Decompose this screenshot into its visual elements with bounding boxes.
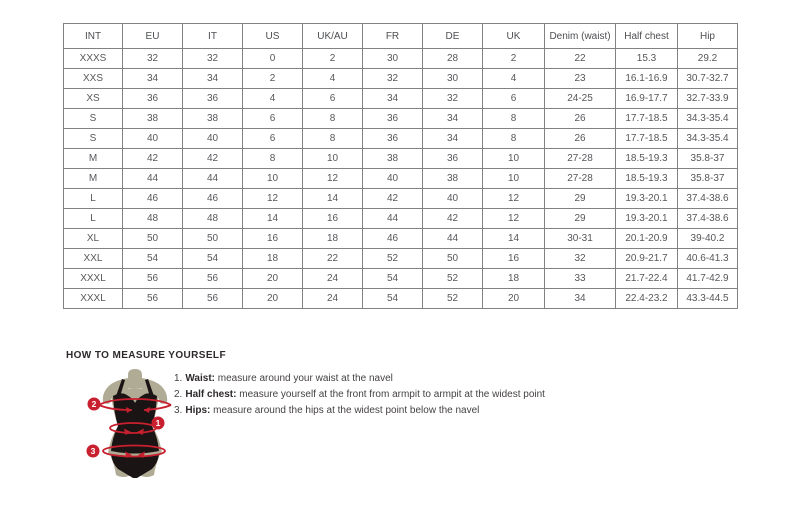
cell-half-chest: 16.1-16.9 [616, 69, 678, 89]
measure-section-title: HOW TO MEASURE YOURSELF [66, 350, 226, 361]
cell-int: M [64, 149, 123, 169]
cell-uk-au: 4 [303, 69, 363, 89]
cell-uk: 18 [483, 269, 545, 289]
cell-us: 16 [243, 229, 303, 249]
measure-instruction-item [174, 403, 545, 419]
col-header-de: DE [423, 24, 483, 49]
cell-fr: 42 [363, 189, 423, 209]
table-row [64, 189, 738, 209]
cell-us: 18 [243, 249, 303, 269]
cell-half-chest: 18.5-19.3 [616, 169, 678, 189]
cell-us: 8 [243, 149, 303, 169]
cell-uk-au: 24 [303, 289, 363, 309]
cell-uk: 12 [483, 209, 545, 229]
cell-fr: 38 [363, 149, 423, 169]
cell-it: 38 [183, 109, 243, 129]
cell-eu: 32 [123, 49, 183, 69]
cell-int: XXS [64, 69, 123, 89]
cell-de: 36 [423, 149, 483, 169]
cell-int: M [64, 169, 123, 189]
cell-de: 50 [423, 249, 483, 269]
cell-uk: 6 [483, 89, 545, 109]
cell-uk-au: 16 [303, 209, 363, 229]
cell-denim: 33 [545, 269, 616, 289]
cell-uk: 20 [483, 289, 545, 309]
instruction-term: Half chest: [185, 389, 237, 401]
table-row [64, 89, 738, 109]
cell-de: 52 [423, 289, 483, 309]
cell-eu: 50 [123, 229, 183, 249]
size-table [63, 23, 738, 309]
cell-fr: 36 [363, 129, 423, 149]
col-header-hip: Hip [678, 24, 738, 49]
cell-fr: 32 [363, 69, 423, 89]
cell-denim: 26 [545, 129, 616, 149]
col-header-half-chest: Half chest [616, 24, 678, 49]
cell-denim: 23 [545, 69, 616, 89]
cell-de: 32 [423, 89, 483, 109]
cell-uk-au: 10 [303, 149, 363, 169]
cell-eu: 38 [123, 109, 183, 129]
cell-it: 42 [183, 149, 243, 169]
table-header-row [64, 24, 738, 49]
cell-denim: 24-25 [545, 89, 616, 109]
cell-de: 40 [423, 189, 483, 209]
cell-it: 36 [183, 89, 243, 109]
cell-half-chest: 20.1-20.9 [616, 229, 678, 249]
col-header-eu: EU [123, 24, 183, 49]
cell-denim: 26 [545, 109, 616, 129]
cell-eu: 44 [123, 169, 183, 189]
cell-hip: 34.3-35.4 [678, 109, 738, 129]
cell-int: L [64, 189, 123, 209]
cell-uk-au: 8 [303, 109, 363, 129]
cell-de: 44 [423, 229, 483, 249]
cell-eu: 54 [123, 249, 183, 269]
cell-half-chest: 16.9-17.7 [616, 89, 678, 109]
cell-it: 32 [183, 49, 243, 69]
cell-us: 0 [243, 49, 303, 69]
cell-it: 50 [183, 229, 243, 249]
table-row [64, 249, 738, 269]
cell-us: 10 [243, 169, 303, 189]
cell-eu: 40 [123, 129, 183, 149]
cell-eu: 56 [123, 289, 183, 309]
cell-half-chest: 19.3-20.1 [616, 209, 678, 229]
cell-eu: 36 [123, 89, 183, 109]
table-row [64, 169, 738, 189]
cell-denim: 34 [545, 289, 616, 309]
cell-uk: 14 [483, 229, 545, 249]
cell-uk: 4 [483, 69, 545, 89]
cell-half-chest: 17.7-18.5 [616, 129, 678, 149]
instruction-term: Hips: [185, 405, 211, 417]
cell-half-chest: 15.3 [616, 49, 678, 69]
instruction-text: measure yourself at the front from armpit to armpit at the widest point [236, 389, 545, 401]
cell-uk: 12 [483, 189, 545, 209]
table-row [64, 229, 738, 249]
cell-fr: 34 [363, 89, 423, 109]
cell-uk: 8 [483, 129, 545, 149]
instruction-number: 1. [174, 373, 183, 384]
cell-eu: 48 [123, 209, 183, 229]
cell-int: L [64, 209, 123, 229]
col-header-fr: FR [363, 24, 423, 49]
cell-us: 6 [243, 129, 303, 149]
cell-us: 20 [243, 269, 303, 289]
cell-us: 6 [243, 109, 303, 129]
table-row [64, 269, 738, 289]
cell-hip: 37.4-38.6 [678, 189, 738, 209]
cell-uk: 2 [483, 49, 545, 69]
cell-eu: 46 [123, 189, 183, 209]
cell-hip: 30.7-32.7 [678, 69, 738, 89]
cell-uk: 10 [483, 149, 545, 169]
col-header-int: INT [64, 24, 123, 49]
cell-hip: 37.4-38.6 [678, 209, 738, 229]
table-row [64, 149, 738, 169]
cell-half-chest: 18.5-19.3 [616, 149, 678, 169]
cell-denim: 27-28 [545, 149, 616, 169]
size-table-container [63, 23, 738, 309]
cell-us: 2 [243, 69, 303, 89]
table-row [64, 129, 738, 149]
instruction-term: Waist: [185, 373, 215, 384]
table-row [64, 209, 738, 229]
cell-fr: 54 [363, 269, 423, 289]
cell-uk: 8 [483, 109, 545, 129]
cell-denim: 32 [545, 249, 616, 269]
cell-denim: 29 [545, 189, 616, 209]
cell-uk-au: 22 [303, 249, 363, 269]
cell-hip: 32.7-33.9 [678, 89, 738, 109]
cell-it: 56 [183, 269, 243, 289]
cell-int: XS [64, 89, 123, 109]
cell-de: 28 [423, 49, 483, 69]
cell-hip: 41.7-42.9 [678, 269, 738, 289]
cell-fr: 52 [363, 249, 423, 269]
measure-instruction-item [174, 371, 545, 387]
cell-uk-au: 6 [303, 89, 363, 109]
cell-uk-au: 2 [303, 49, 363, 69]
instruction-text: measure around your waist at the navel [214, 373, 393, 384]
col-header-us: US [243, 24, 303, 49]
cell-de: 30 [423, 69, 483, 89]
measure-instruction-item [174, 387, 545, 403]
waist-badge-label: 1 [155, 418, 161, 428]
cell-us: 20 [243, 289, 303, 309]
cell-denim: 29 [545, 209, 616, 229]
cell-de: 52 [423, 269, 483, 289]
table-row [64, 49, 738, 69]
cell-int: S [64, 129, 123, 149]
cell-eu: 34 [123, 69, 183, 89]
cell-hip: 39-40.2 [678, 229, 738, 249]
cell-de: 34 [423, 109, 483, 129]
col-header-uk: UK [483, 24, 545, 49]
instruction-text: measure around the hips at the widest point below the navel [210, 405, 480, 417]
cell-it: 54 [183, 249, 243, 269]
col-header-uk-au: UK/AU [303, 24, 363, 49]
cell-fr: 54 [363, 289, 423, 309]
cell-int: XL [64, 229, 123, 249]
cell-hip: 34.3-35.4 [678, 129, 738, 149]
cell-it: 56 [183, 289, 243, 309]
col-header-denim: Denim (waist) [545, 24, 616, 49]
cell-half-chest: 19.3-20.1 [616, 189, 678, 209]
cell-it: 44 [183, 169, 243, 189]
cell-fr: 44 [363, 209, 423, 229]
table-row [64, 109, 738, 129]
cell-fr: 40 [363, 169, 423, 189]
measure-instructions [174, 371, 545, 420]
cell-eu: 56 [123, 269, 183, 289]
cell-uk-au: 14 [303, 189, 363, 209]
cell-hip: 29.2 [678, 49, 738, 69]
cell-fr: 46 [363, 229, 423, 249]
cell-half-chest: 22.4-23.2 [616, 289, 678, 309]
col-header-it: IT [183, 24, 243, 49]
cell-us: 4 [243, 89, 303, 109]
cell-de: 42 [423, 209, 483, 229]
cell-it: 34 [183, 69, 243, 89]
cell-de: 38 [423, 169, 483, 189]
cell-it: 46 [183, 189, 243, 209]
cell-uk: 16 [483, 249, 545, 269]
cell-int: S [64, 109, 123, 129]
cell-half-chest: 20.9-21.7 [616, 249, 678, 269]
cell-denim: 30-31 [545, 229, 616, 249]
cell-uk-au: 18 [303, 229, 363, 249]
cell-int: XXL [64, 249, 123, 269]
cell-int: XXXS [64, 49, 123, 69]
cell-fr: 30 [363, 49, 423, 69]
cell-hip: 35.8-37 [678, 169, 738, 189]
cell-fr: 36 [363, 109, 423, 129]
cell-half-chest: 21.7-22.4 [616, 269, 678, 289]
cell-de: 34 [423, 129, 483, 149]
cell-uk-au: 12 [303, 169, 363, 189]
cell-uk-au: 8 [303, 129, 363, 149]
instruction-number: 2. [174, 389, 183, 401]
hips-badge-label: 3 [90, 446, 96, 456]
cell-int: XXXL [64, 289, 123, 309]
cell-uk: 10 [483, 169, 545, 189]
cell-us: 14 [243, 209, 303, 229]
cell-hip: 35.8-37 [678, 149, 738, 169]
cell-hip: 43.3-44.5 [678, 289, 738, 309]
cell-uk-au: 24 [303, 269, 363, 289]
cell-it: 40 [183, 129, 243, 149]
cell-eu: 42 [123, 149, 183, 169]
table-row [64, 289, 738, 309]
cell-denim: 27-28 [545, 169, 616, 189]
cell-half-chest: 17.7-18.5 [616, 109, 678, 129]
cell-denim: 22 [545, 49, 616, 69]
chest-badge-label: 2 [91, 399, 97, 409]
cell-it: 48 [183, 209, 243, 229]
cell-int: XXXL [64, 269, 123, 289]
cell-hip: 40.6-41.3 [678, 249, 738, 269]
instruction-number: 3. [174, 405, 183, 417]
table-row [64, 69, 738, 89]
cell-us: 12 [243, 189, 303, 209]
